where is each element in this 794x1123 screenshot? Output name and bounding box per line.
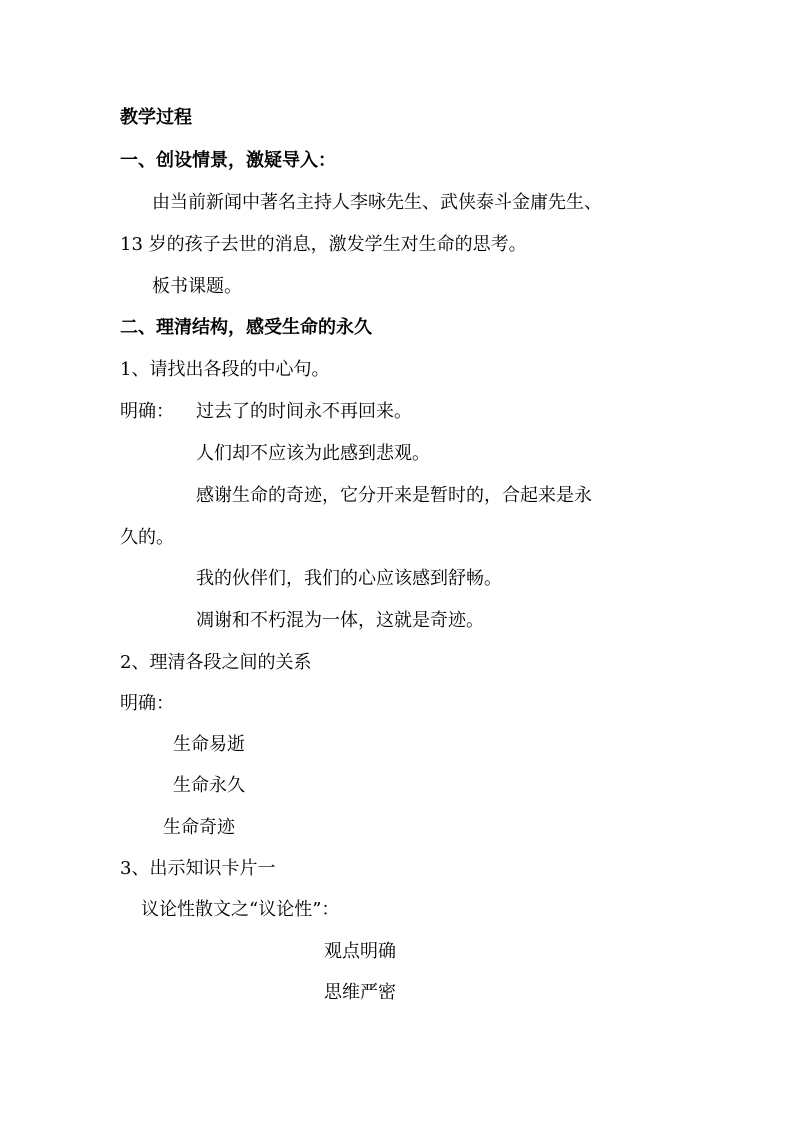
question-2: 2、理清各段之间的关系 (120, 652, 312, 673)
answer-line: 过去了的时间永不再回来。 (196, 401, 412, 422)
document-heading: 教学过程 (120, 107, 192, 128)
section-2-title: 二、理清结构，感受生命的永久 (120, 317, 372, 338)
knowledge-card-point: 思维严密 (324, 982, 396, 1003)
answer-line: 人们却不应该为此感到悲观。 (196, 443, 430, 464)
knowledge-card-point: 观点明确 (324, 941, 396, 962)
answer-label: 明确： (120, 693, 174, 714)
question-1: 1、请找出各段的中心句。 (120, 359, 330, 380)
relation-item: 生命奇迹 (163, 817, 235, 838)
section-1-paragraph: 板书课题。 (152, 276, 242, 297)
relation-item: 生命易逝 (173, 734, 245, 755)
answer-label: 明确： (120, 401, 174, 422)
knowledge-card-intro: 议论性散文之“议论性”： (141, 899, 340, 920)
answer-line: 凋谢和不朽混为一体，这就是奇迹。 (196, 610, 484, 631)
question-3: 3、出示知识卡片一 (120, 858, 276, 879)
section-1-paragraph-line: 由当前新闻中著名主持人李咏先生、武侠泰斗金庸先生、 (152, 192, 602, 213)
section-1-paragraph-line: 13 岁的孩子去世的消息，激发学生对生命的思考。 (120, 234, 527, 255)
relation-item: 生命永久 (173, 775, 245, 796)
answer-line: 感谢生命的奇迹，它分开来是暂时的，合起来是永 (196, 485, 592, 506)
section-1-title: 一、创设情景，激疑导入： (120, 150, 336, 171)
answer-line: 久的。 (120, 527, 174, 548)
answer-line: 我的伙伴们，我们的心应该感到舒畅。 (196, 568, 502, 589)
